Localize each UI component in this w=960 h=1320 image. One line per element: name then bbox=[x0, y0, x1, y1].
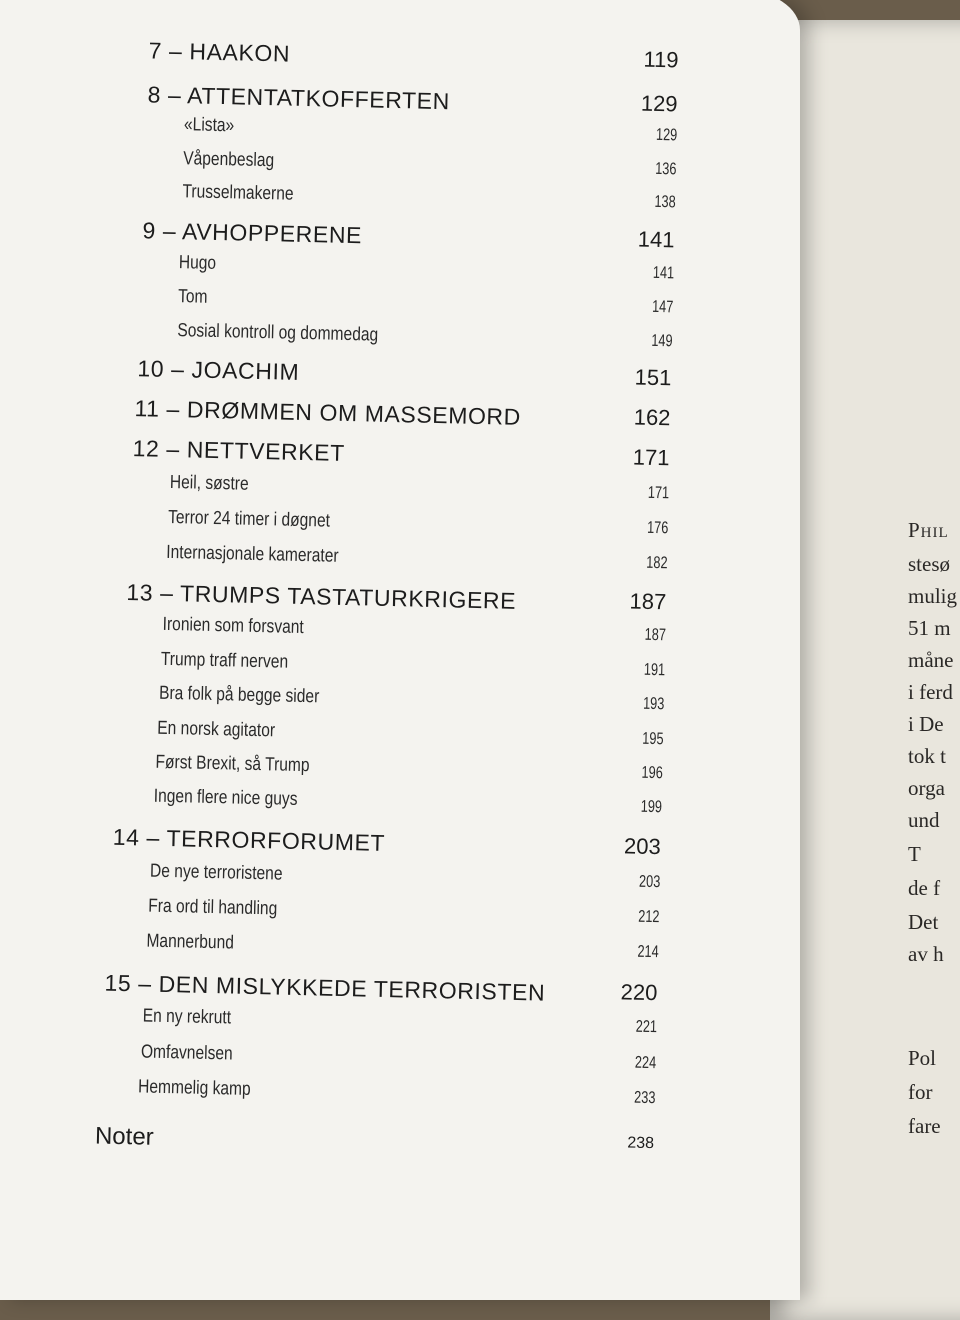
toc-section-row bbox=[159, 683, 664, 720]
facing-page-line: i ferd bbox=[908, 680, 953, 704]
toc-entry-title: Internasjonale kamerater bbox=[166, 541, 339, 567]
toc-section-row bbox=[157, 718, 663, 755]
toc-entry-title: Våpenbeslag bbox=[182, 148, 275, 172]
toc-chapter-row bbox=[137, 355, 672, 397]
facing-page-line: fare bbox=[908, 1114, 941, 1138]
toc-section-row bbox=[168, 507, 668, 544]
toc-notes-row bbox=[94, 1122, 655, 1153]
toc-entry-title: Sosial kontroll og dommedag bbox=[177, 320, 379, 346]
toc-section-row bbox=[161, 649, 665, 686]
toc-page-number: 176 bbox=[646, 517, 669, 538]
facing-page-line: Det bbox=[908, 910, 939, 934]
facing-page-line: stesø bbox=[908, 552, 950, 576]
toc-section-row bbox=[148, 896, 659, 934]
toc-page-number: 119 bbox=[643, 46, 679, 73]
facing-page-line: mulig bbox=[908, 584, 958, 608]
toc-entry-title: 14 – TERRORFORUMET bbox=[112, 823, 386, 856]
toc-page-number: 221 bbox=[635, 1016, 657, 1037]
facing-page-line: tok t bbox=[908, 744, 946, 768]
toc-entry-title: Trump traff nerven bbox=[160, 648, 289, 673]
toc-section-row bbox=[138, 1076, 655, 1114]
toc-entry-title: Omfavnelsen bbox=[140, 1041, 233, 1065]
toc-entry-title: En ny rekrutt bbox=[142, 1005, 232, 1029]
toc-page-number: 129 bbox=[640, 90, 678, 117]
toc-page-number: 171 bbox=[647, 482, 669, 503]
toc-chapter-row bbox=[132, 435, 670, 477]
toc-page-number: 196 bbox=[640, 762, 663, 783]
toc-section-row bbox=[142, 1006, 656, 1044]
toc-page-number: 129 bbox=[655, 124, 678, 145]
toc-section-row bbox=[141, 1041, 656, 1079]
toc-entry-title: Trusselmakerne bbox=[182, 181, 294, 205]
toc-entry-title: Hemmelig kamp bbox=[137, 1076, 251, 1100]
toc-section-row bbox=[150, 861, 660, 899]
toc-chapter-row bbox=[134, 395, 671, 437]
toc-entry-title: 8 – ATTENTATKOFFERTEN bbox=[147, 81, 451, 115]
toc-section-row bbox=[177, 320, 672, 357]
toc-entry-title: Heil, søstre bbox=[169, 471, 249, 495]
toc-section-row bbox=[179, 252, 674, 289]
toc-page-number: 182 bbox=[645, 552, 668, 573]
toc-entry-title: Først Brexit, så Trump bbox=[155, 751, 310, 777]
toc-entry-title: Terror 24 timer i døgnet bbox=[167, 506, 331, 532]
toc-page-number: 199 bbox=[640, 796, 662, 817]
toc-page-number: 187 bbox=[644, 624, 666, 645]
facing-page-line: orga bbox=[908, 776, 945, 800]
toc-section-row bbox=[155, 752, 662, 789]
toc-entry-title: 12 – NETTVERKET bbox=[132, 435, 346, 466]
toc-entry-title: 7 – HAAKON bbox=[148, 37, 291, 67]
toc-section-row bbox=[178, 286, 673, 323]
facing-page-line: 51 m bbox=[908, 616, 951, 640]
toc-entry-title: Mannerbund bbox=[146, 930, 235, 954]
toc-section-row bbox=[182, 181, 675, 218]
toc-chapter-row bbox=[148, 37, 679, 79]
facing-page-line: und bbox=[908, 808, 940, 832]
toc-page-number: 238 bbox=[627, 1134, 655, 1153]
toc-page-number: 224 bbox=[634, 1052, 657, 1073]
toc-page-number: 187 bbox=[629, 588, 667, 615]
toc-entry-title: 10 – JOACHIM bbox=[137, 355, 300, 385]
toc-entry-title: Tom bbox=[177, 286, 208, 308]
toc-entry-title: Ironien som forsvant bbox=[162, 613, 305, 639]
facing-page-line: måne bbox=[908, 648, 954, 672]
toc-page-number: 233 bbox=[633, 1087, 656, 1108]
facing-page-line: Phil bbox=[908, 518, 949, 542]
toc-page-number: 195 bbox=[641, 728, 664, 749]
toc-entry-title: 9 – AVHOPPERENE bbox=[142, 217, 363, 249]
toc-page-number: 162 bbox=[633, 404, 671, 431]
facing-page-line: for bbox=[908, 1080, 933, 1104]
toc-chapter-row bbox=[112, 824, 661, 866]
toc-entry-title: En norsk agitator bbox=[157, 717, 276, 742]
toc-page-number: 203 bbox=[623, 833, 662, 860]
toc-entry-title: 11 – DRØMMEN OM MASSEMORD bbox=[134, 395, 522, 430]
toc-page-number: 141 bbox=[652, 262, 674, 283]
toc-page-number: 171 bbox=[632, 444, 670, 471]
toc-page-number: 191 bbox=[643, 659, 665, 680]
facing-page-line: av h bbox=[908, 942, 944, 966]
toc-section-row bbox=[183, 148, 676, 185]
toc-page-number: 214 bbox=[636, 941, 659, 962]
toc-entry-title: De nye terroristene bbox=[149, 860, 283, 885]
toc-section-row bbox=[170, 472, 669, 509]
toc-page-number: 149 bbox=[650, 330, 673, 351]
toc-page-number: 151 bbox=[634, 364, 672, 391]
toc-entry-title: Ingen flere nice guys bbox=[153, 785, 298, 810]
toc-entry-title: 15 – DEN MISLYKKEDE TERRORISTEN bbox=[104, 969, 546, 1006]
toc-entry-title: «Lista» bbox=[183, 114, 235, 137]
toc-entry-title: Fra ord til handling bbox=[148, 895, 278, 920]
toc-entry-title: 13 – TRUMPS TASTATURKRIGERE bbox=[126, 579, 517, 614]
toc-section-row bbox=[166, 542, 667, 579]
facing-page-line: i De bbox=[908, 712, 944, 736]
toc-page-number: 147 bbox=[651, 296, 674, 317]
toc-page-number: 141 bbox=[637, 226, 675, 253]
toc-section-row bbox=[153, 786, 661, 824]
toc-page-number: 136 bbox=[654, 158, 677, 179]
toc-section-row bbox=[146, 931, 658, 969]
toc-entry-title: Noter bbox=[94, 1122, 155, 1151]
facing-page-line: T bbox=[908, 842, 921, 866]
toc-page-number: 212 bbox=[637, 906, 660, 927]
toc-page-number: 138 bbox=[653, 191, 676, 212]
toc-entry-title: Bra folk på begge sider bbox=[158, 682, 320, 708]
facing-page-line: Pol bbox=[908, 1046, 937, 1070]
toc-page-number: 203 bbox=[638, 871, 661, 892]
facing-page-line: de f bbox=[908, 876, 941, 900]
toc-page-number: 220 bbox=[620, 979, 658, 1006]
toc-entry-title: Hugo bbox=[178, 252, 217, 274]
toc-page-number: 193 bbox=[642, 693, 665, 714]
